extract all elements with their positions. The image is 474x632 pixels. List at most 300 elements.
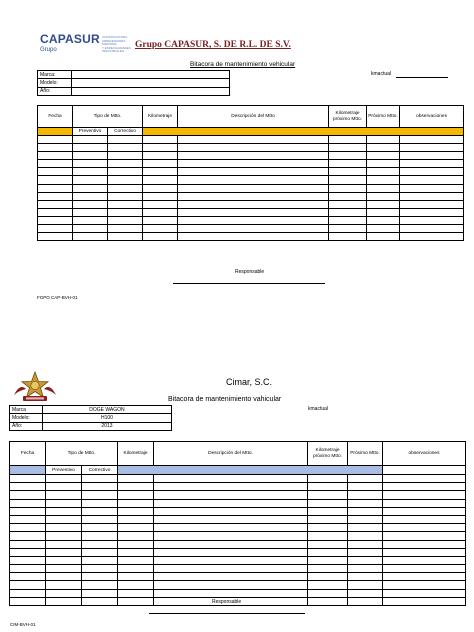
- table-cell[interactable]: [118, 589, 154, 597]
- table-cell[interactable]: [38, 208, 73, 216]
- table-cell[interactable]: [10, 532, 46, 540]
- table-cell[interactable]: [154, 515, 308, 523]
- table-cell[interactable]: [154, 483, 308, 491]
- table-cell[interactable]: [348, 483, 383, 491]
- table-cell[interactable]: [46, 483, 82, 491]
- table-cell[interactable]: [178, 136, 329, 144]
- table-cell[interactable]: [46, 597, 82, 605]
- table-cell[interactable]: [367, 216, 400, 224]
- responsable-label: Responsable: [212, 599, 242, 605]
- table-cell[interactable]: [118, 483, 154, 491]
- table-cell[interactable]: [308, 548, 348, 556]
- subheader-correctivo: Correctivo: [108, 128, 143, 136]
- table-cell[interactable]: [108, 144, 143, 152]
- table-cell[interactable]: [348, 532, 383, 540]
- table-cell[interactable]: [154, 589, 308, 597]
- table-cell[interactable]: [143, 168, 178, 176]
- logo-sub-text: Grupo: [40, 47, 57, 53]
- table-cell[interactable]: [348, 589, 383, 597]
- table-cell[interactable]: [143, 208, 178, 216]
- form-title: Bitacora de mantenimiento vahicular: [168, 396, 282, 403]
- table-cell[interactable]: [118, 556, 154, 564]
- table-row: [10, 573, 466, 581]
- table-cell[interactable]: [400, 176, 464, 184]
- table-cell[interactable]: [348, 556, 383, 564]
- table-cell[interactable]: [118, 515, 154, 523]
- table-cell[interactable]: [308, 532, 348, 540]
- table-cell[interactable]: [46, 540, 82, 548]
- table-cell[interactable]: [108, 208, 143, 216]
- responsable-label: Responsable: [235, 269, 265, 275]
- table-cell[interactable]: [348, 565, 383, 573]
- table-cell[interactable]: [154, 581, 308, 589]
- table-cell[interactable]: [10, 475, 46, 483]
- table-cell[interactable]: [400, 200, 464, 208]
- table-cell[interactable]: [38, 200, 73, 208]
- table-cell[interactable]: [108, 152, 143, 160]
- info-row: [38, 71, 230, 79]
- table-cell[interactable]: [46, 589, 82, 597]
- table-cell[interactable]: [400, 216, 464, 224]
- table-cell[interactable]: [348, 499, 383, 507]
- table-cell[interactable]: [82, 573, 118, 581]
- table-cell[interactable]: [108, 176, 143, 184]
- table-cell[interactable]: [178, 216, 329, 224]
- col-header-fecha: Fecha: [10, 442, 46, 466]
- table-cell[interactable]: [46, 499, 82, 507]
- table-cell[interactable]: [82, 589, 118, 597]
- table-cell[interactable]: [10, 515, 46, 523]
- table-row: [38, 208, 464, 216]
- table-cell[interactable]: [178, 192, 329, 200]
- table-cell[interactable]: [178, 184, 329, 192]
- capasur-logo: [40, 32, 135, 60]
- table-cell[interactable]: [348, 573, 383, 581]
- table-row: [10, 499, 466, 507]
- table-cell[interactable]: [38, 233, 73, 241]
- table-cell[interactable]: [308, 524, 348, 532]
- table-cell[interactable]: [383, 499, 466, 507]
- table-cell[interactable]: [178, 160, 329, 168]
- table-cell[interactable]: [367, 225, 400, 233]
- table-cell[interactable]: [38, 160, 73, 168]
- table-cell[interactable]: [348, 524, 383, 532]
- table-cell[interactable]: [143, 216, 178, 224]
- table-cell[interactable]: [154, 499, 308, 507]
- table-cell[interactable]: [38, 184, 73, 192]
- table-cell[interactable]: [82, 532, 118, 540]
- table-row: [38, 152, 464, 160]
- signature-line[interactable]: [173, 283, 325, 284]
- col-header-proximo: Próximo Mtto.: [348, 442, 383, 466]
- table-cell[interactable]: [154, 548, 308, 556]
- table-cell[interactable]: [73, 225, 108, 233]
- subheader-accent-band: [143, 128, 464, 136]
- table-cell[interactable]: [118, 548, 154, 556]
- table-row: [10, 524, 466, 532]
- subheader-row: [38, 128, 464, 136]
- km-actual-label: kmactual: [371, 71, 392, 77]
- table-cell[interactable]: [308, 565, 348, 573]
- table-cell[interactable]: [308, 556, 348, 564]
- table-cell[interactable]: [400, 160, 464, 168]
- table-cell[interactable]: [367, 208, 400, 216]
- table-cell[interactable]: [10, 491, 46, 499]
- table-cell[interactable]: [383, 475, 466, 483]
- table-cell[interactable]: [73, 160, 108, 168]
- table-cell[interactable]: [348, 491, 383, 499]
- table-row: [38, 160, 464, 168]
- table-cell[interactable]: [38, 225, 73, 233]
- table-cell[interactable]: [10, 565, 46, 573]
- table-cell[interactable]: [308, 507, 348, 515]
- table-cell[interactable]: [10, 589, 46, 597]
- table-cell[interactable]: [308, 581, 348, 589]
- table-cell[interactable]: [46, 475, 82, 483]
- table-cell[interactable]: [38, 168, 73, 176]
- table-cell[interactable]: [383, 515, 466, 523]
- form-code: FGPO CAP-BVH-01: [37, 295, 78, 300]
- table-cell[interactable]: [383, 565, 466, 573]
- subheader-blank: [383, 466, 466, 475]
- table-cell[interactable]: [118, 597, 154, 605]
- table-cell[interactable]: [383, 491, 466, 499]
- table-row: [38, 200, 464, 208]
- table-cell[interactable]: [178, 233, 329, 241]
- table-cell[interactable]: [108, 184, 143, 192]
- table-cell[interactable]: [143, 184, 178, 192]
- table-cell[interactable]: [143, 200, 178, 208]
- table-cell[interactable]: [46, 581, 82, 589]
- emblem-logo: [12, 369, 58, 403]
- table-cell[interactable]: [46, 507, 82, 515]
- table-cell[interactable]: [143, 225, 178, 233]
- table-cell[interactable]: [154, 491, 308, 499]
- form-code: CIM-BVH-01: [10, 622, 36, 627]
- table-cell[interactable]: [82, 483, 118, 491]
- table-cell[interactable]: [348, 475, 383, 483]
- table-row: [38, 168, 464, 176]
- table-cell[interactable]: [118, 532, 154, 540]
- table-cell[interactable]: [383, 483, 466, 491]
- table-cell[interactable]: [308, 475, 348, 483]
- table-cell[interactable]: [73, 192, 108, 200]
- info-value[interactable]: 2013: [42, 422, 171, 430]
- table-cell[interactable]: [108, 233, 143, 241]
- table-row: [10, 507, 466, 515]
- info-row: [10, 414, 172, 422]
- table-cell[interactable]: [400, 233, 464, 241]
- table-cell[interactable]: [154, 524, 308, 532]
- table-cell[interactable]: [118, 573, 154, 581]
- table-cell[interactable]: [143, 192, 178, 200]
- table-cell[interactable]: [348, 540, 383, 548]
- table-cell[interactable]: [118, 475, 154, 483]
- table-cell[interactable]: [383, 581, 466, 589]
- table-cell[interactable]: [329, 176, 367, 184]
- table-cell[interactable]: [73, 144, 108, 152]
- table-cell[interactable]: [329, 216, 367, 224]
- table-cell[interactable]: [73, 233, 108, 241]
- table-cell[interactable]: [118, 540, 154, 548]
- table-cell[interactable]: [10, 483, 46, 491]
- table-cell[interactable]: [10, 597, 46, 605]
- table-cell[interactable]: [383, 556, 466, 564]
- table-cell[interactable]: [73, 168, 108, 176]
- table-cell[interactable]: [10, 524, 46, 532]
- table-cell[interactable]: [400, 225, 464, 233]
- table-cell[interactable]: [118, 581, 154, 589]
- logo-main-text: CAPASUR: [40, 32, 100, 46]
- table-row: [10, 540, 466, 548]
- table-cell[interactable]: [308, 483, 348, 491]
- table-cell[interactable]: [73, 136, 108, 144]
- table-cell[interactable]: [367, 233, 400, 241]
- table-cell[interactable]: [154, 556, 308, 564]
- table-cell[interactable]: [82, 581, 118, 589]
- table-cell[interactable]: [367, 144, 400, 152]
- table-cell[interactable]: [82, 475, 118, 483]
- col-header-descripcion: Descripción del Mtto: [178, 106, 329, 128]
- table-cell[interactable]: [82, 565, 118, 573]
- table-cell[interactable]: [178, 225, 329, 233]
- table-cell[interactable]: [38, 192, 73, 200]
- table-cell[interactable]: [383, 548, 466, 556]
- col-header-proximo: Próximo Mtto.: [367, 106, 400, 128]
- table-cell[interactable]: [118, 499, 154, 507]
- table-cell[interactable]: [154, 475, 308, 483]
- table-cell[interactable]: [82, 597, 118, 605]
- table-cell[interactable]: [308, 515, 348, 523]
- table-row: [10, 565, 466, 573]
- table-row: [38, 184, 464, 192]
- table-cell[interactable]: [154, 507, 308, 515]
- table-cell[interactable]: [46, 532, 82, 540]
- table-cell[interactable]: [400, 184, 464, 192]
- table-cell[interactable]: [329, 192, 367, 200]
- table-cell[interactable]: [329, 200, 367, 208]
- info-label: Año:: [10, 422, 43, 430]
- table-cell[interactable]: [143, 152, 178, 160]
- info-row: [38, 87, 230, 95]
- table-cell[interactable]: [383, 507, 466, 515]
- company-name: Grupo CAPASUR, S. DE R.L. DE S.V.: [135, 40, 291, 50]
- table-cell[interactable]: [178, 176, 329, 184]
- table-cell[interactable]: [82, 556, 118, 564]
- table-cell[interactable]: [82, 499, 118, 507]
- table-cell[interactable]: [154, 573, 308, 581]
- table-cell[interactable]: [329, 152, 367, 160]
- info-value[interactable]: [71, 79, 229, 87]
- info-value[interactable]: [71, 87, 229, 95]
- table-cell[interactable]: [400, 144, 464, 152]
- table-row: [10, 548, 466, 556]
- table-cell[interactable]: [82, 540, 118, 548]
- table-cell[interactable]: [38, 176, 73, 184]
- table-cell[interactable]: [46, 491, 82, 499]
- table-cell[interactable]: [108, 160, 143, 168]
- table-cell[interactable]: [383, 589, 466, 597]
- table-cell[interactable]: [46, 556, 82, 564]
- table-cell[interactable]: [329, 184, 367, 192]
- info-row: [10, 422, 172, 430]
- info-value[interactable]: DOGE WAGON: [42, 406, 171, 414]
- table-cell[interactable]: [308, 589, 348, 597]
- table-cell[interactable]: [143, 136, 178, 144]
- table-cell[interactable]: [400, 168, 464, 176]
- table-cell[interactable]: [38, 136, 73, 144]
- table-cell[interactable]: [367, 192, 400, 200]
- table-cell[interactable]: [10, 499, 46, 507]
- table-cell[interactable]: [10, 507, 46, 515]
- table-cell[interactable]: [308, 597, 348, 605]
- maintenance-log-table: [9, 441, 466, 606]
- table-cell[interactable]: [178, 200, 329, 208]
- table-cell[interactable]: [383, 540, 466, 548]
- table-cell[interactable]: [178, 168, 329, 176]
- table-cell[interactable]: [348, 515, 383, 523]
- table-row: [10, 483, 466, 491]
- table-cell[interactable]: [154, 532, 308, 540]
- star-emblem-icon: [12, 369, 58, 403]
- col-header-tipo: Tipo de Mtto.: [46, 442, 118, 466]
- table-cell[interactable]: [383, 532, 466, 540]
- table-cell[interactable]: [367, 200, 400, 208]
- table-cell[interactable]: [143, 233, 178, 241]
- table-row: [10, 589, 466, 597]
- table-cell[interactable]: [329, 160, 367, 168]
- table-cell[interactable]: [400, 152, 464, 160]
- table-cell[interactable]: [367, 168, 400, 176]
- table-cell[interactable]: [367, 136, 400, 144]
- table-cell[interactable]: [383, 573, 466, 581]
- table-cell[interactable]: [348, 581, 383, 589]
- table-cell[interactable]: [308, 540, 348, 548]
- table-cell[interactable]: [10, 581, 46, 589]
- table-cell[interactable]: [178, 152, 329, 160]
- table-cell[interactable]: [38, 152, 73, 160]
- table-cell[interactable]: [82, 507, 118, 515]
- col-header-observaciones: observaciones: [383, 442, 466, 466]
- subheader-preventivo: Preventivo: [46, 466, 82, 475]
- info-row: [10, 406, 172, 414]
- table-cell[interactable]: [329, 233, 367, 241]
- table-cell[interactable]: [108, 136, 143, 144]
- table-row: [38, 176, 464, 184]
- table-row: [10, 475, 466, 483]
- table-cell[interactable]: [143, 160, 178, 168]
- table-cell[interactable]: [154, 565, 308, 573]
- info-label: Modelo:: [10, 414, 43, 422]
- table-cell[interactable]: [73, 152, 108, 160]
- table-row: [10, 581, 466, 589]
- table-cell[interactable]: [383, 597, 466, 605]
- table-cell[interactable]: [329, 168, 367, 176]
- info-value[interactable]: H100: [42, 414, 171, 422]
- table-cell[interactable]: [383, 524, 466, 532]
- table-cell[interactable]: [178, 208, 329, 216]
- table-cell[interactable]: [118, 565, 154, 573]
- subheader-row: [10, 466, 466, 475]
- signature-line[interactable]: [149, 613, 305, 614]
- info-label: Marca: [10, 406, 43, 414]
- header-row: [38, 106, 464, 128]
- table-cell[interactable]: [400, 136, 464, 144]
- subheader-correctivo: Correctivo: [82, 466, 118, 475]
- table-cell[interactable]: [329, 225, 367, 233]
- table-cell[interactable]: [46, 565, 82, 573]
- table-cell[interactable]: [348, 548, 383, 556]
- table-cell[interactable]: [73, 216, 108, 224]
- subheader-accent-band: [118, 466, 383, 475]
- table-cell[interactable]: [108, 200, 143, 208]
- table-cell[interactable]: [308, 573, 348, 581]
- table-cell[interactable]: [154, 540, 308, 548]
- table-cell[interactable]: [400, 192, 464, 200]
- table-cell[interactable]: [367, 160, 400, 168]
- table-cell[interactable]: [118, 524, 154, 532]
- table-cell[interactable]: [46, 573, 82, 581]
- table-cell[interactable]: [329, 136, 367, 144]
- subheader-preventivo: Preventivo: [73, 128, 108, 136]
- table-cell[interactable]: [367, 152, 400, 160]
- table-cell[interactable]: [143, 176, 178, 184]
- table-cell[interactable]: [73, 184, 108, 192]
- table-cell[interactable]: [46, 515, 82, 523]
- table-cell[interactable]: [400, 208, 464, 216]
- table-cell[interactable]: [73, 200, 108, 208]
- table-cell[interactable]: [108, 225, 143, 233]
- table-cell[interactable]: [10, 548, 46, 556]
- table-cell[interactable]: [38, 144, 73, 152]
- table-cell[interactable]: [10, 540, 46, 548]
- info-value[interactable]: [71, 71, 229, 79]
- table-cell[interactable]: [329, 144, 367, 152]
- table-cell[interactable]: [73, 208, 108, 216]
- table-cell[interactable]: [348, 507, 383, 515]
- info-label: Modelo:: [38, 79, 72, 87]
- table-cell[interactable]: [143, 144, 178, 152]
- form-title: Bitacora de mantenimiento vehicular: [190, 61, 296, 68]
- table-cell[interactable]: [118, 491, 154, 499]
- km-actual-field[interactable]: [396, 77, 448, 78]
- table-cell[interactable]: [367, 184, 400, 192]
- table-cell[interactable]: [178, 144, 329, 152]
- table-cell[interactable]: [82, 491, 118, 499]
- table-cell[interactable]: [329, 208, 367, 216]
- table-row: [38, 233, 464, 241]
- table-cell[interactable]: [10, 556, 46, 564]
- table-cell[interactable]: [308, 491, 348, 499]
- table-cell[interactable]: [108, 192, 143, 200]
- table-cell[interactable]: [10, 573, 46, 581]
- table-cell[interactable]: [82, 524, 118, 532]
- km-actual-label: kmactual: [308, 406, 329, 412]
- table-row: [10, 491, 466, 499]
- table-cell[interactable]: [367, 176, 400, 184]
- table-cell[interactable]: [308, 499, 348, 507]
- table-cell[interactable]: [46, 524, 82, 532]
- table-cell[interactable]: [82, 515, 118, 523]
- table-cell[interactable]: [108, 168, 143, 176]
- table-cell[interactable]: [73, 176, 108, 184]
- table-cell[interactable]: [82, 548, 118, 556]
- table-cell[interactable]: [38, 216, 73, 224]
- table-cell[interactable]: [46, 548, 82, 556]
- table-cell[interactable]: [108, 216, 143, 224]
- table-cell[interactable]: [348, 597, 383, 605]
- table-cell[interactable]: [118, 507, 154, 515]
